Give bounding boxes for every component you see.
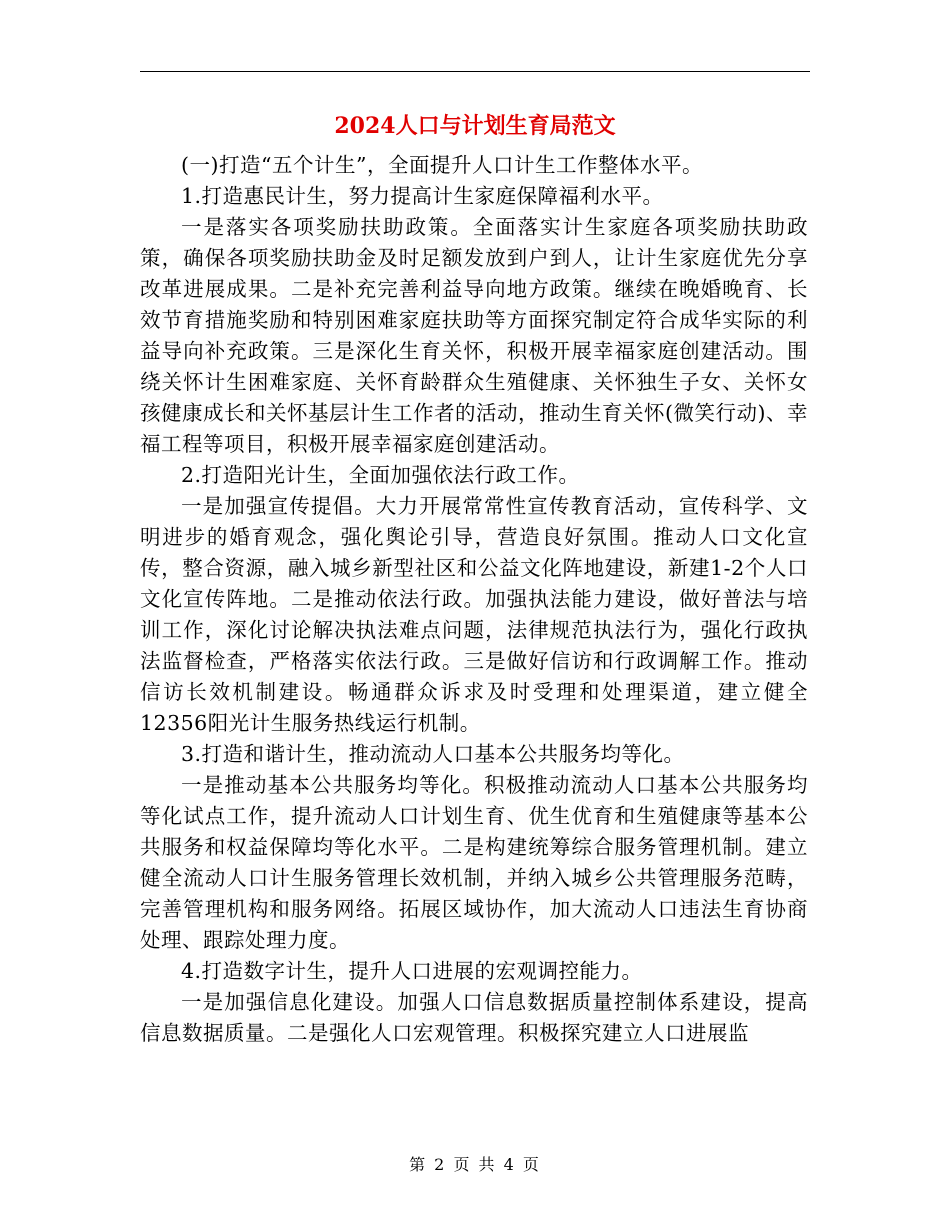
document-title: 2024人口与计划生育局范文 bbox=[334, 113, 616, 139]
paragraph: 一是落实各项奖励扶助政策。全面落实计生家庭各项奖励扶助政策，确保各项奖励扶助金及时足额发放到户到人，让计生家庭优先分享改革进展成果。二是补充完善利益导向地方政策。继续在晚婚晚育、长效节育措施奖励和特别困难家庭扶助等方面探究制定符合成华实际的利益导向补充政策。三是深化生育关怀，积极开展幸福家庭创建活动。围绕关怀计生困难家庭、关怀育龄群众生殖健康、关怀独生子女、关怀女孩健康成长和关怀基层计生工作者的活动，推动生育关怀(微笑行动)、幸福工程等项目，积极开展幸福家庭创建活动。 bbox=[140, 215, 808, 456]
paragraph: 2.打造阳光计生，全面加强依法行政工作。 bbox=[181, 463, 580, 487]
paragraph: 1.打造惠民计生，努力提高计生家庭保障福利水平。 bbox=[181, 184, 664, 208]
header-rule bbox=[140, 71, 810, 72]
paragraph: 一是加强信息化建设。加强人口信息数据质量控制体系建设，提高信息数据质量。二是强化人口宏观管理。积极探究建立人口进展监 bbox=[140, 990, 808, 1045]
paragraph: 一是加强宣传提倡。大力开展常常性宣传教育活动，宣传科学、文明进步的婚育观念，强化舆论引导，营造良好氛围。推动人口文化宣传，整合资源，融入城乡新型社区和公益文化阵地建设，新建1-2个人口文化宣传阵地。二是推动依法行政。加强执法能力建设，做好普法与培训工作，深化讨论解决执法难点问题，法律规范执法行为，强化行政执法监督检查，严格落实依法行政。三是做好信访和行政调解工作。推动信访长效机制建设。畅通群众诉求及时受理和处理渠道，建立健全12356阳光计生服务热线运行机制。 bbox=[140, 494, 808, 735]
paragraph: (一)打造“五个计生”，全面提升人口计生工作整体水平。 bbox=[181, 153, 703, 177]
paragraph: 一是推动基本公共服务均等化。积极推动流动人口基本公共服务均等化试点工作，提升流动人口计划生育、优生优育和生殖健康等基本公共服务和权益保障均等化水平。二是构建统筹综合服务管理机制。建立健全流动人口计生服务管理长效机制，并纳入城乡公共管理服务范畴，完善管理机构和服务网络。拓展区域协作，加大流动人口违法生育协商处理、跟踪处理力度。 bbox=[140, 773, 808, 952]
document-body bbox=[140, 150, 808, 1049]
paragraph: 4.打造数字计生，提升人口进展的宏观调控能力。 bbox=[181, 959, 643, 983]
paragraph: 3.打造和谐计生，推动流动人口基本公共服务均等化。 bbox=[181, 742, 685, 766]
page-number-footer: 第 2 页 共 4 页 bbox=[409, 1155, 541, 1174]
